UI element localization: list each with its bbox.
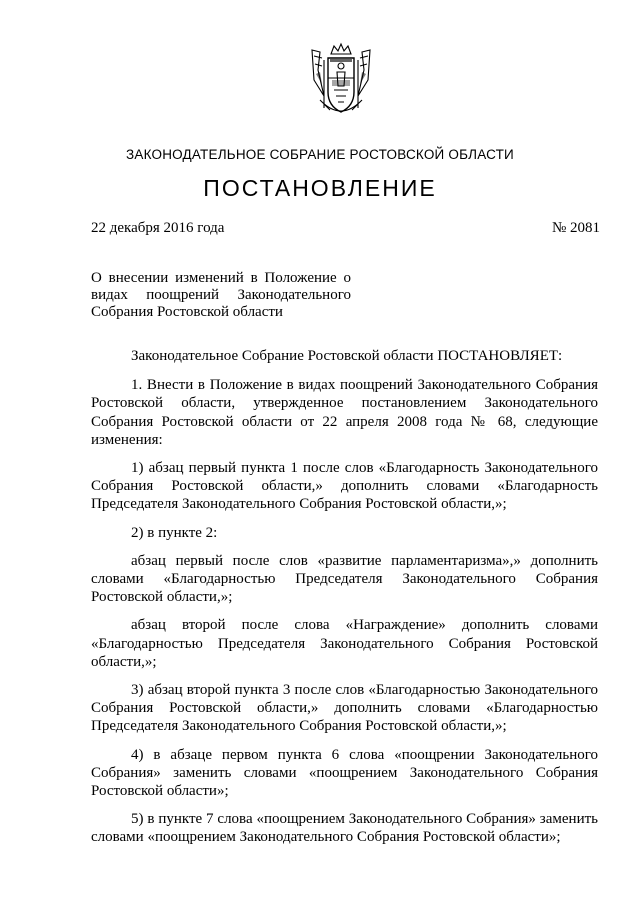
coat-of-arms-icon <box>304 40 378 122</box>
body-paragraph: 4) в абзаце первом пункта 6 слова «поощрении Законодательного Собрания» заменить словами «поощрением Законодательного Собрания Ростовской области»; <box>91 746 598 800</box>
document-date: 22 декабря 2016 года <box>91 220 225 236</box>
body-paragraph: абзац второй после слова «Награждение» дополнить словами «Благодарностью Председателя Законодательного Собрания Ростовской области,»; <box>91 617 598 670</box>
body-paragraph: 3) абзац второй пункта 3 после слов «Благодарностью Законодательного Собрания Ростовской области,» дополнить словами «Благодарностью Председателя Законодательного Собрания Ростовской области,»; <box>91 682 598 735</box>
body-paragraph: 5) в пункте 7 слова «поощрением Законодательного Собрания» заменить словами «поощрением Законодательного Собрания Ростовской области»; <box>91 811 598 846</box>
body-paragraph: Законодательное Собрание Ростовской области ПОСТАНОВЛЯЕТ: <box>131 348 563 364</box>
document-number: № 2081 <box>551 220 600 236</box>
body-paragraph: 1. Внести в Положение в видах поощрений Законодательного Собрания Ростовской области, утвержденное постановлением Законодательного Собрания Ростовской области от 22 апреля 2008 года № 68, следующие изменения: <box>91 377 598 448</box>
document-type-title: ПОСТАНОВЛЕНИЕ <box>203 175 437 201</box>
document-subject: О внесении изменений в Положение о видах поощрений Законодательного Собрания Ростовской области <box>91 270 351 320</box>
body-paragraph: абзац первый после слов «развитие парламентаризма»,» дополнить словами «Благодарностью Председателя Законодательного Собрания Ростовской области,»; <box>91 552 598 606</box>
body-paragraph: 1) абзац первый пункта 1 после слов «Благодарность Законодательного Собрания Ростовской области,» дополнить словами «Благодарность Председателя Законодательного Собрания Ростовской области,»; <box>91 460 598 513</box>
organization-name: ЗАКОНОДАТЕЛЬНОЕ СОБРАНИЕ РОСТОВСКОЙ ОБЛАСТИ <box>126 147 514 162</box>
document-body <box>91 347 598 857</box>
body-paragraph: 2) в пункте 2: <box>131 524 218 541</box>
